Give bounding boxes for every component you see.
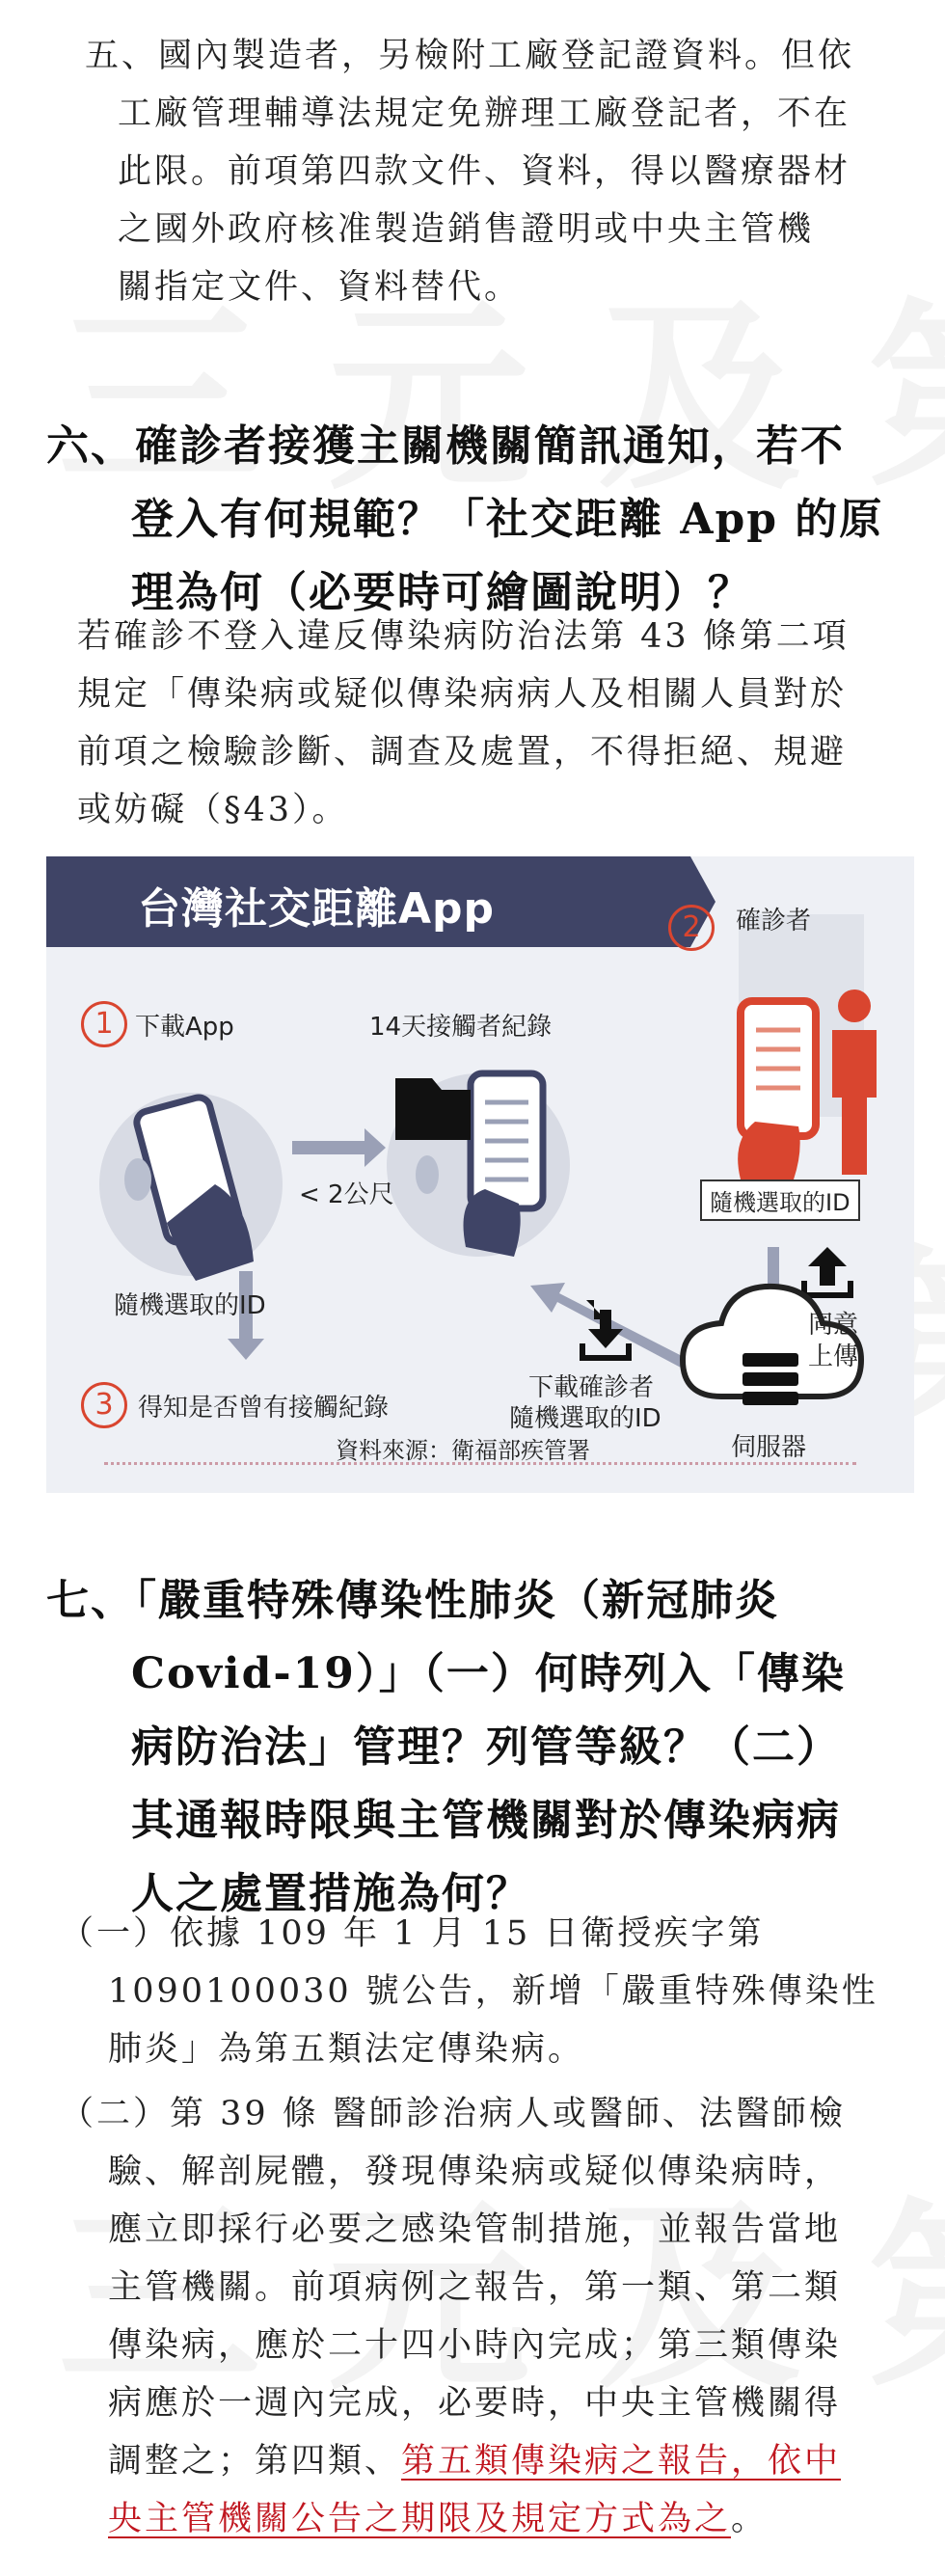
social-distance-infographic [46,856,914,1493]
dotted-divider [104,1462,856,1465]
question6-answer-line-4: 或妨礙（§43）。 [77,791,349,829]
right-hand [738,1122,800,1180]
step-3-badge: 3 [81,1382,127,1428]
answer2-line-6: 病應於一週內完成，必要時，中央主管機關得 [108,2384,842,2423]
step-1-label: 下載App [135,1013,234,1042]
upload-icon [801,1247,853,1298]
answer2-line-1: （二）第 39 條 醫師診治病人或醫師、法醫師檢 [60,2095,846,2133]
question7-line-2: Covid-19）」（一）何時列入「傳染 [131,1649,846,1698]
question6-answer [77,608,916,839]
infographic-title: 台灣社交距離App [138,884,496,934]
answer2-line-8-end: 。 [731,2500,769,2538]
question6-line-1: 六、確診者接獲主關機關簡訊通知，若不 [46,421,845,471]
question7-heading [46,1564,919,1931]
question7-line-4: 其通報時限與主管機關對於傳染病病 [131,1796,841,1845]
distance-label: < 2公尺 [299,1180,394,1209]
question6-line-3: 理為何（必要時可繪圖說明）？ [131,568,752,617]
source-label: 資料來源：衛福部疾管署 [336,1437,590,1464]
download-ids-label-1: 下載確診者 [528,1373,655,1402]
step-1-badge: 1 [81,1001,127,1047]
step-3-label: 得知是否曾有接觸紀錄 [138,1394,390,1423]
section5-paragraph [85,27,914,316]
upload-label: 上傳 [808,1342,859,1371]
question6-heading [46,410,914,630]
question7-answer-2 [60,2085,918,2548]
consent-label: 同意 [808,1311,859,1340]
answer2-line-8 [60,2490,918,2548]
random-id-right: 隨機選取的ID [700,1180,860,1221]
step-2-badge: 2 [668,905,715,951]
download-ids-label-2: 隨機選取的ID [509,1404,662,1433]
question6-answer-line-1: 若確診不登入違反傳染病防治法第 43 條第二項 [77,617,850,656]
section5-line-1: 五、國內製造者，另檢附工廠登記證資料。但依 [85,37,855,75]
question7-line-3: 病防治法」管理？列管等級？（二） [131,1722,841,1772]
step-2-label: 確診者 [736,907,812,935]
section5-line-2: 工廠管理輔導法規定免辦理工廠登記者，不在 [118,95,851,133]
answer1-line-3: 肺炎」為第五類法定傳染病。 [108,2030,585,2069]
question6-answer-line-2: 規定「傳染病或疑似傳染病病人及相關人員對於 [77,675,848,714]
answer2-line-3: 應立即採行必要之感染管制措施，並報告當地 [108,2210,842,2249]
contact-record-label: 14天接觸者紀錄 [369,1013,553,1042]
answer2-line-7-plain: 調整之；第四類、 [108,2442,402,2481]
person-head [838,990,871,1022]
question6-line-2: 登入有何規範？「社交距離 App 的原 [131,495,884,544]
answer2-line-2: 驗、解剖屍體，發現傳染病或疑似傳染病時， [108,2153,842,2191]
section5-line-5: 關指定文件、資料替代。 [118,268,522,307]
answer1-line-1: （一）依據 109 年 1 月 15 日衛授疾字第 [60,1914,765,1953]
random-id-left: 隨機選取的ID [114,1291,266,1320]
answer2-line-4: 主管機關。前項病例之報告，第一類、第二類 [108,2268,842,2307]
arrow-left-to-middle [292,1128,386,1167]
question7-line-5: 人之處置措施為何？ [131,1869,530,1918]
question7-answer-1 [60,1905,918,2078]
server-label: 伺服器 [731,1433,807,1462]
answer2-line-5: 傳染病，應於二十四小時內完成；第三類傳染 [108,2326,842,2365]
answer2-line-7 [60,2432,918,2490]
bluetooth-icon-left [124,1158,151,1201]
answer2-highlight-2: 央主管機關公告之期限及規定方式為之 [108,2500,732,2538]
question7-line-1: 七、「嚴重特殊傳染性肺炎（新冠肺炎 [46,1576,779,1625]
server-icon [742,1353,798,1405]
bluetooth-icon-middle [416,1155,439,1194]
answer1-line-2: 1090100030 號公告，新增「嚴重特殊傳染性 [108,1972,878,2011]
section5-line-4: 之國外政府核准製造銷售證明或中央主管機 [118,210,815,249]
question6-answer-line-3: 前項之檢驗診斷、調查及處置，不得拒絕、規避 [77,733,848,772]
answer2-highlight-1: 第五類傳染病之報告，依中 [401,2442,842,2481]
section5-line-3: 此限。前項第四款文件、資料，得以醫療器材 [118,152,851,191]
